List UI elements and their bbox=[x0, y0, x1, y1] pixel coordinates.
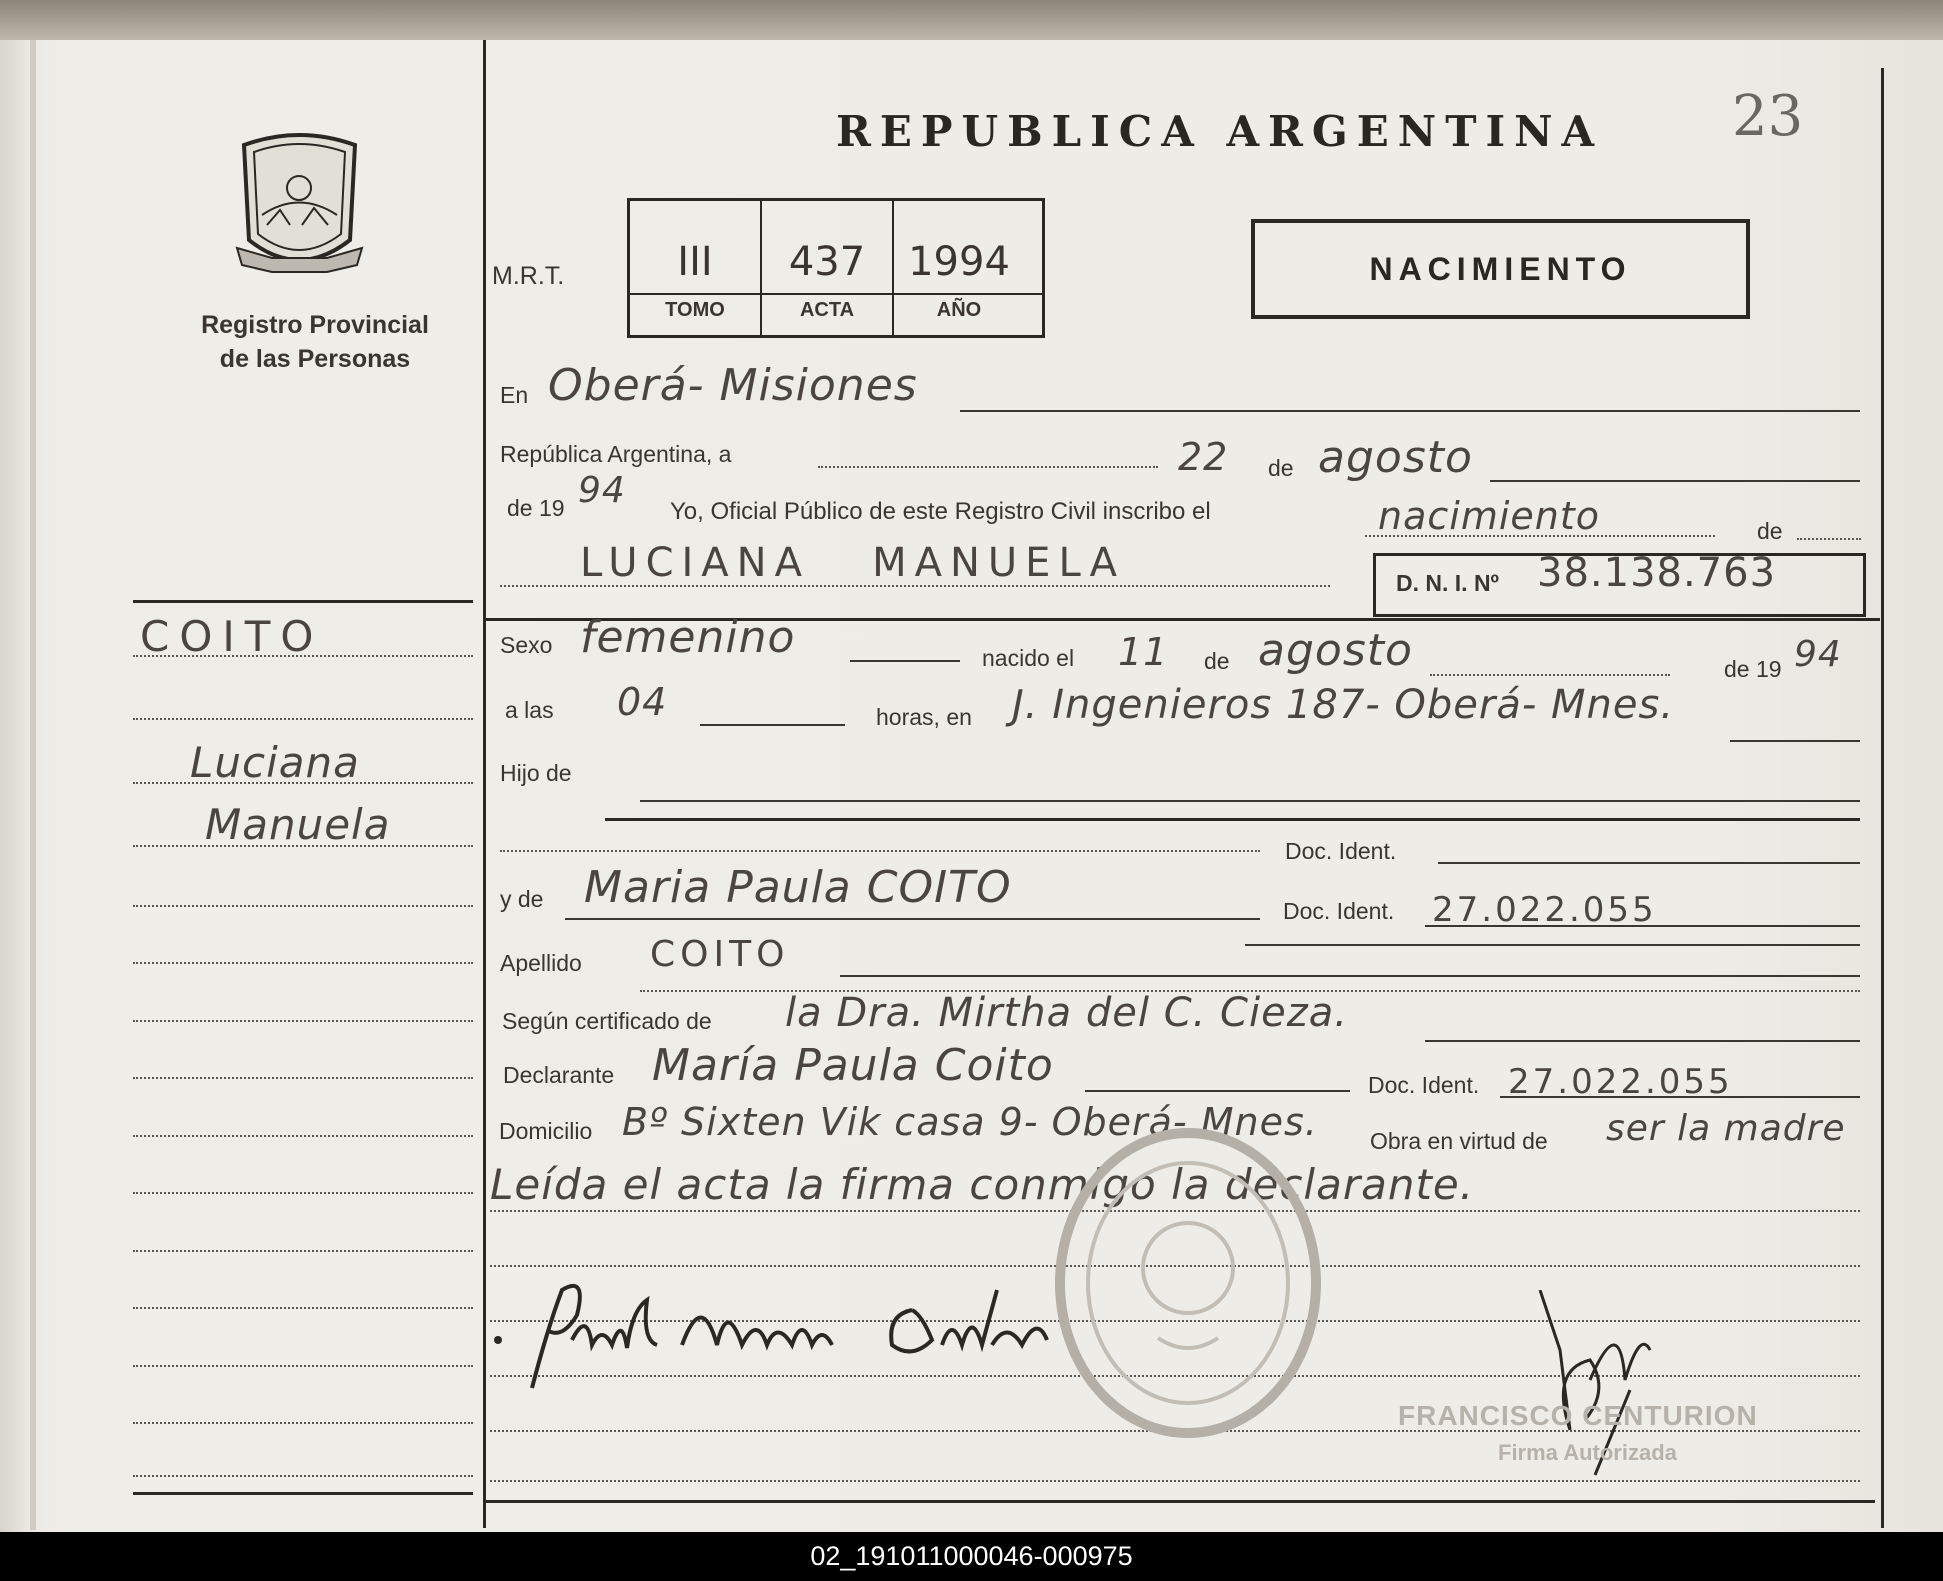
official-name: FRANCISCO CENTURION bbox=[1398, 1400, 1758, 1431]
sexo-value: femenino bbox=[580, 612, 796, 663]
en-label: En bbox=[500, 382, 529, 408]
page-number: 23 bbox=[1732, 84, 1804, 149]
left-column-rule bbox=[483, 40, 486, 1528]
file-id-footer: 02_191011000046-000975 bbox=[0, 1532, 1943, 1581]
domicilio-label: Domicilio bbox=[499, 1118, 593, 1144]
mother-doc-value: 27.022.055 bbox=[1432, 890, 1657, 930]
registry-name bbox=[150, 308, 480, 376]
sexo-label: Sexo bbox=[500, 632, 553, 658]
declarant-signature bbox=[492, 1270, 1062, 1400]
doc-ident-label-3: Doc. Ident. bbox=[1368, 1072, 1480, 1098]
doc-ident-label: Doc. Ident. bbox=[1285, 838, 1397, 864]
act-kind-value: nacimiento bbox=[1378, 494, 1601, 538]
horas-label: horas, en bbox=[876, 704, 972, 730]
margin-top-rule bbox=[133, 600, 473, 603]
birth-year-suffix-value: 94 bbox=[1794, 634, 1842, 675]
margin-given-name-1: Luciana bbox=[190, 738, 360, 787]
registry-name-line1: Registro Provincial bbox=[201, 311, 429, 339]
binder-edge bbox=[0, 0, 1943, 40]
closing-text: Leída el acta la firma conmigo la declarante. bbox=[490, 1160, 1475, 1209]
dni-value: 38.138.763 bbox=[1537, 550, 1777, 596]
record-reference-box bbox=[627, 198, 1045, 338]
margin-given-name-2: Manuela bbox=[205, 800, 391, 849]
full-name-value: LUCIANA MANUELA bbox=[580, 540, 1126, 586]
ano-value: 1994 bbox=[908, 239, 1010, 285]
month-value: agosto bbox=[1318, 432, 1473, 483]
birth-day-value: 11 bbox=[1118, 630, 1169, 674]
day-value: 22 bbox=[1178, 435, 1229, 479]
right-border-rule bbox=[1881, 68, 1884, 1528]
de-label-3: de bbox=[1204, 648, 1230, 674]
y-de-label: y de bbox=[500, 886, 544, 912]
birth-place-value: J. Ingenieros 187- Oberá- Mnes. bbox=[1012, 682, 1675, 728]
registry-name-line2: de las Personas bbox=[219, 345, 411, 373]
tomo-label: TOMO bbox=[665, 299, 725, 321]
a-las-label: a las bbox=[505, 697, 554, 723]
provincial-seal-icon bbox=[232, 130, 367, 278]
oficial-text: Yo, Oficial Público de este Registro Civil inscribo el bbox=[670, 498, 1211, 525]
de-19-label: de 19 bbox=[507, 495, 565, 521]
page-fold bbox=[30, 40, 36, 1530]
declarante-label: Declarante bbox=[503, 1062, 615, 1088]
doc-ident-label-2: Doc. Ident. bbox=[1283, 898, 1395, 924]
apellido-label: Apellido bbox=[500, 950, 582, 976]
document-type-box: NACIMIENTO bbox=[1251, 219, 1750, 319]
tomo-value: III bbox=[677, 239, 713, 285]
domicilio-value: Bº Sixten Vik casa 9- Oberá- Mnes. bbox=[622, 1100, 1318, 1144]
de-19-label-2: de 19 bbox=[1724, 656, 1782, 682]
obra-label: Obra en virtud de bbox=[1370, 1128, 1548, 1154]
mother-name-value: Maria Paula COITO bbox=[584, 862, 1012, 913]
ano-label: AÑO bbox=[936, 299, 982, 321]
certificate-by-value: la Dra. Mirtha del C. Cieza. bbox=[785, 990, 1348, 1036]
declarante-value: María Paula Coito bbox=[652, 1040, 1054, 1091]
declarante-doc-value: 27.022.055 bbox=[1508, 1062, 1733, 1102]
segun-label: Según certificado de bbox=[502, 1008, 712, 1034]
year-suffix-value: 94 bbox=[578, 470, 626, 511]
official-stamp-icon bbox=[1048, 1118, 1328, 1448]
official-role: Firma Autorizada bbox=[1498, 1440, 1677, 1465]
obra-value: ser la madre bbox=[1606, 1108, 1846, 1149]
hijo-label: Hijo de bbox=[500, 760, 572, 786]
margin-surname: COITO bbox=[140, 612, 324, 661]
birth-month-value: agosto bbox=[1258, 625, 1413, 676]
page-title: REPUBLICA ARGENTINA bbox=[836, 107, 1604, 156]
hour-value: 04 bbox=[617, 680, 668, 724]
acta-label: ACTA bbox=[799, 299, 855, 321]
de-label-2: de bbox=[1757, 518, 1783, 544]
nacido-label: nacido el bbox=[982, 645, 1075, 671]
dni-label: D. N. I. Nº bbox=[1396, 570, 1499, 596]
de-label: de bbox=[1268, 455, 1294, 481]
acta-value: 437 bbox=[788, 239, 866, 285]
mrt-label: M.R.T. bbox=[492, 262, 565, 290]
apellido-value: COITO bbox=[650, 934, 790, 975]
place-value: Oberá- Misiones bbox=[548, 360, 918, 411]
republica-label: República Argentina, a bbox=[500, 441, 732, 467]
